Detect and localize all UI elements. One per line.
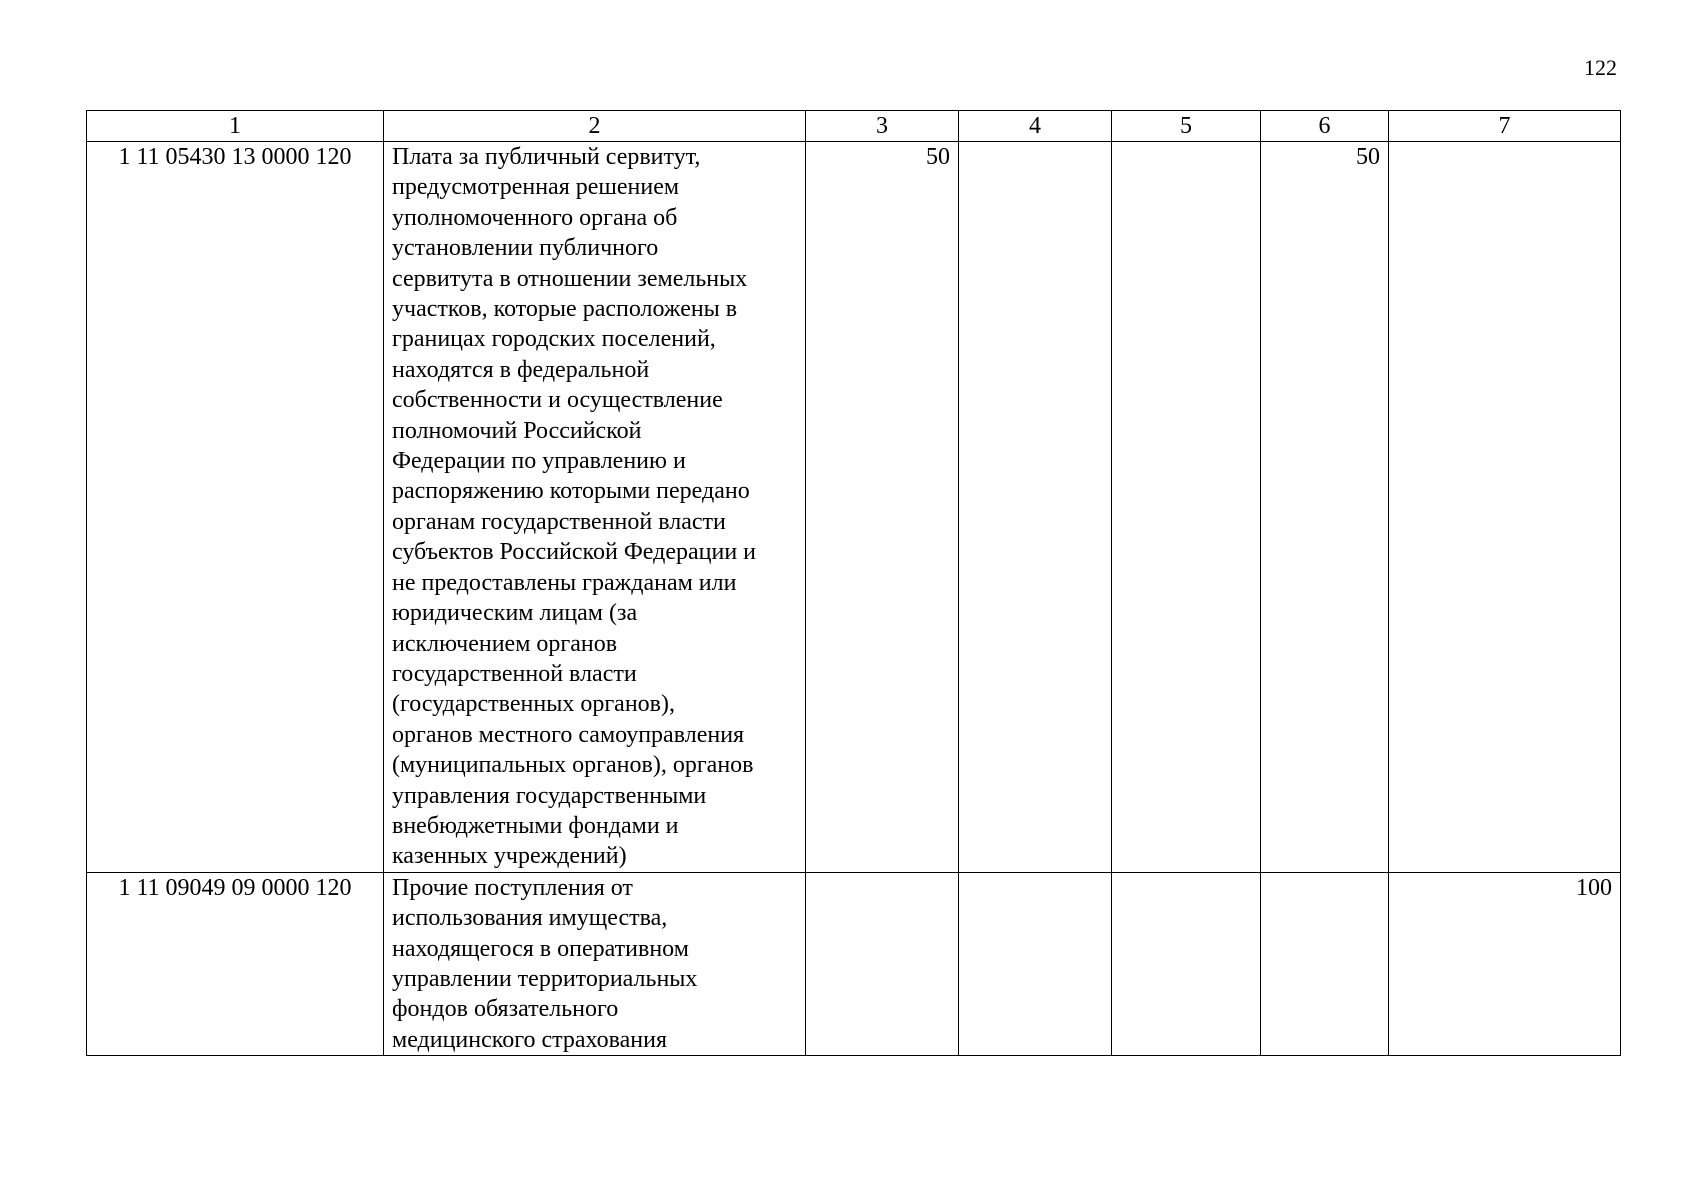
value-cell-col4 <box>959 872 1112 1055</box>
value-cell-col5 <box>1112 872 1261 1055</box>
table-row <box>87 872 1621 1055</box>
value-cell-col3: 50 <box>806 142 959 873</box>
revenue-code-cell: 1 11 09049 09 0000 120 <box>87 872 384 1055</box>
page-number: 122 <box>1584 55 1617 80</box>
value-cell-col5 <box>1112 142 1261 873</box>
header-cell-3: 3 <box>806 111 959 142</box>
header-cell-6: 6 <box>1261 111 1389 142</box>
revenue-code-cell: 1 11 05430 13 0000 120 <box>87 142 384 873</box>
header-cell-7: 7 <box>1389 111 1621 142</box>
revenue-description-cell: Плата за публичный сервитут, предусмотренная решением уполномоченного органа об установлении публичного сервитута в отношении земельных участков, которые расположены в границах городских поселений, находятся в федеральной собственности и осуществление полномочий Российской Федерации по управлению и распоряжению которыми передано органам государственной власти субъектов Российской Федерации и не предоставлены гражданам или юридическим лицам (за исключением органов государственной власти (государственных органов), органов местного самоуправления (муниципальных органов), органов управления государственными внебюджетными фондами и казенных учреждений) <box>384 142 806 873</box>
value-cell-col4 <box>959 142 1112 873</box>
value-cell-col7 <box>1389 142 1621 873</box>
value-cell-col6 <box>1261 872 1389 1055</box>
revenue-description-cell: Прочие поступления от использования имущества, находящегося в оперативном управлении территориальных фондов обязательного медицинского страхования <box>384 872 806 1055</box>
table-row <box>87 142 1621 873</box>
header-cell-2: 2 <box>384 111 806 142</box>
value-cell-col7: 100 <box>1389 872 1621 1055</box>
header-cell-1: 1 <box>87 111 384 142</box>
header-row <box>87 111 1621 142</box>
header-cell-5: 5 <box>1112 111 1261 142</box>
value-cell-col3 <box>806 872 959 1055</box>
revenue-table <box>86 110 1621 1056</box>
header-cell-4: 4 <box>959 111 1112 142</box>
value-cell-col6: 50 <box>1261 142 1389 873</box>
